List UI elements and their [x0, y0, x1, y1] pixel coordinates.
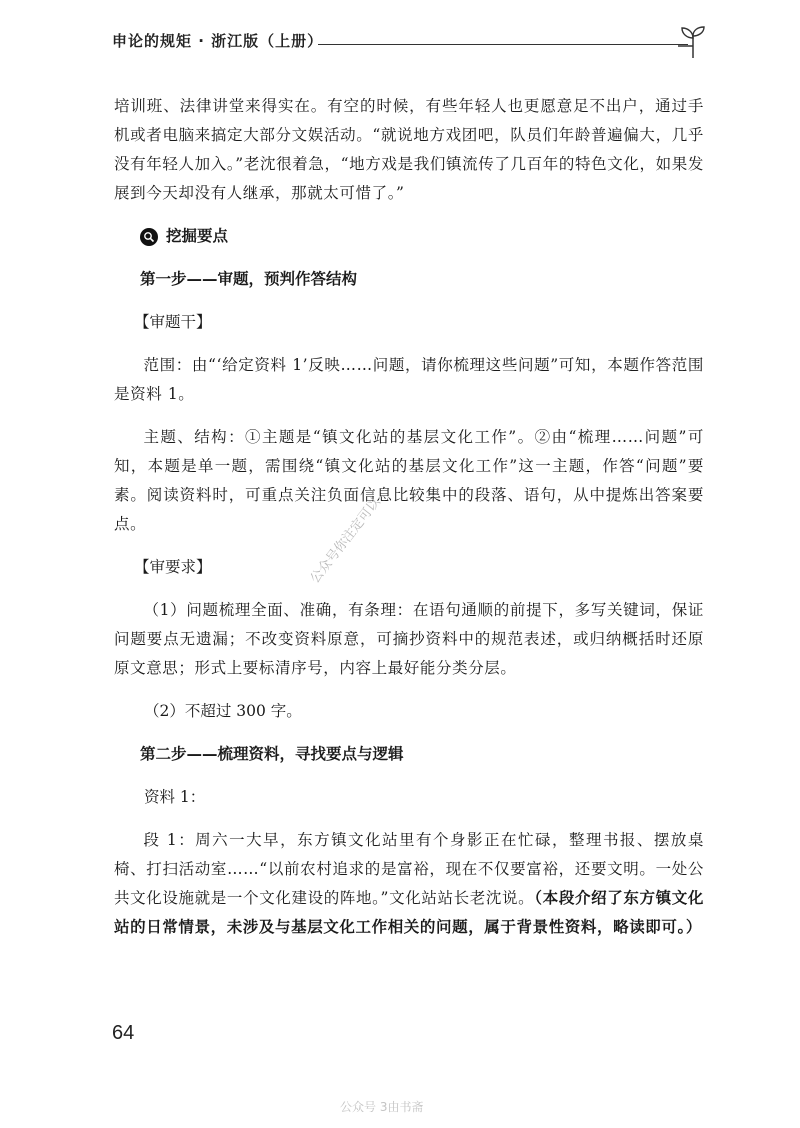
- paragraph-continued: 培训班、法律讲堂来得实在。有空的时候，有些年轻人也更愿意足不出户，通过手机或者电脑来搞定大部分文娱活动。“就说地方戏团吧，队员们年龄普遍偏大，几乎没有年轻人加入。”老沈很着急，“地方戏是我们镇流传了几百年的特色文化，如果发展到今天却没有人继承，那就太可惜了。”: [114, 97, 704, 202]
- material-label: 资料 1：: [144, 788, 206, 806]
- scope-paragraph: 范围：由“‘给定资料 1’反映……问题，请你梳理这些问题”可知，本题作答范围是资料 1。: [114, 356, 704, 403]
- segment-1: [114, 826, 704, 942]
- magnifier-icon: [140, 228, 158, 246]
- requirement-1: （1）问题梳理全面、准确，有条理：在语句通顺的前提下，多写关键词，保证问题要点无遗漏；不改变资料原意，可摘抄资料中的规范表述，或归纳概括时还原原文意思；形式上要标清序号，内容上最好能分类分层。: [114, 601, 704, 677]
- book-title: 申论的规矩 · 浙江版（上册）: [112, 32, 324, 50]
- audit-stem-label: 【审题干】: [134, 313, 212, 331]
- section-title: 挖掘要点: [166, 227, 229, 245]
- footer-watermark: 公众号 3由书斋: [340, 1100, 424, 1114]
- audit-requirement-label: 【审要求】: [134, 558, 212, 576]
- page-content: [114, 92, 704, 956]
- requirement-2: （2）不超过 300 字。: [144, 702, 302, 720]
- watermark: 公众号你注定可以: [307, 495, 384, 587]
- segment-1-note: （本段介绍了东方镇文化站的日常情景，未涉及与基层文化工作相关的问题，属于背景性资料，略读即可。）: [114, 889, 704, 936]
- step1-heading: 第一步——审题，预判作答结构: [140, 270, 358, 288]
- sprout-icon: [678, 24, 708, 60]
- step2-heading: 第二步——梳理资料，寻找要点与逻辑: [140, 745, 404, 763]
- page-number: 64: [112, 1022, 135, 1044]
- segment-1-text: 段 1：周六一大早，东方镇文化站里有个身影正在忙碌，整理书报、摆放桌椅、打扫活动室……“以前农村追求的是富裕，现在不仅要富裕，还要文明。一处公共文化设施就是一个文化建设的阵地。”文化站站长老沈说。: [114, 831, 704, 907]
- header-rule: [318, 44, 688, 45]
- running-header: [112, 24, 702, 64]
- section-heading: [140, 222, 704, 251]
- theme-paragraph: 主题、结构：①主题是“镇文化站的基层文化工作”。②由“梳理……问题”可知，本题是单一题，需围绕“镇文化站的基层文化工作”这一主题，作答“问题”要素。阅读资料时，可重点关注负面信息比较集中的段落、语句，从中提炼出答案要点。: [114, 428, 704, 533]
